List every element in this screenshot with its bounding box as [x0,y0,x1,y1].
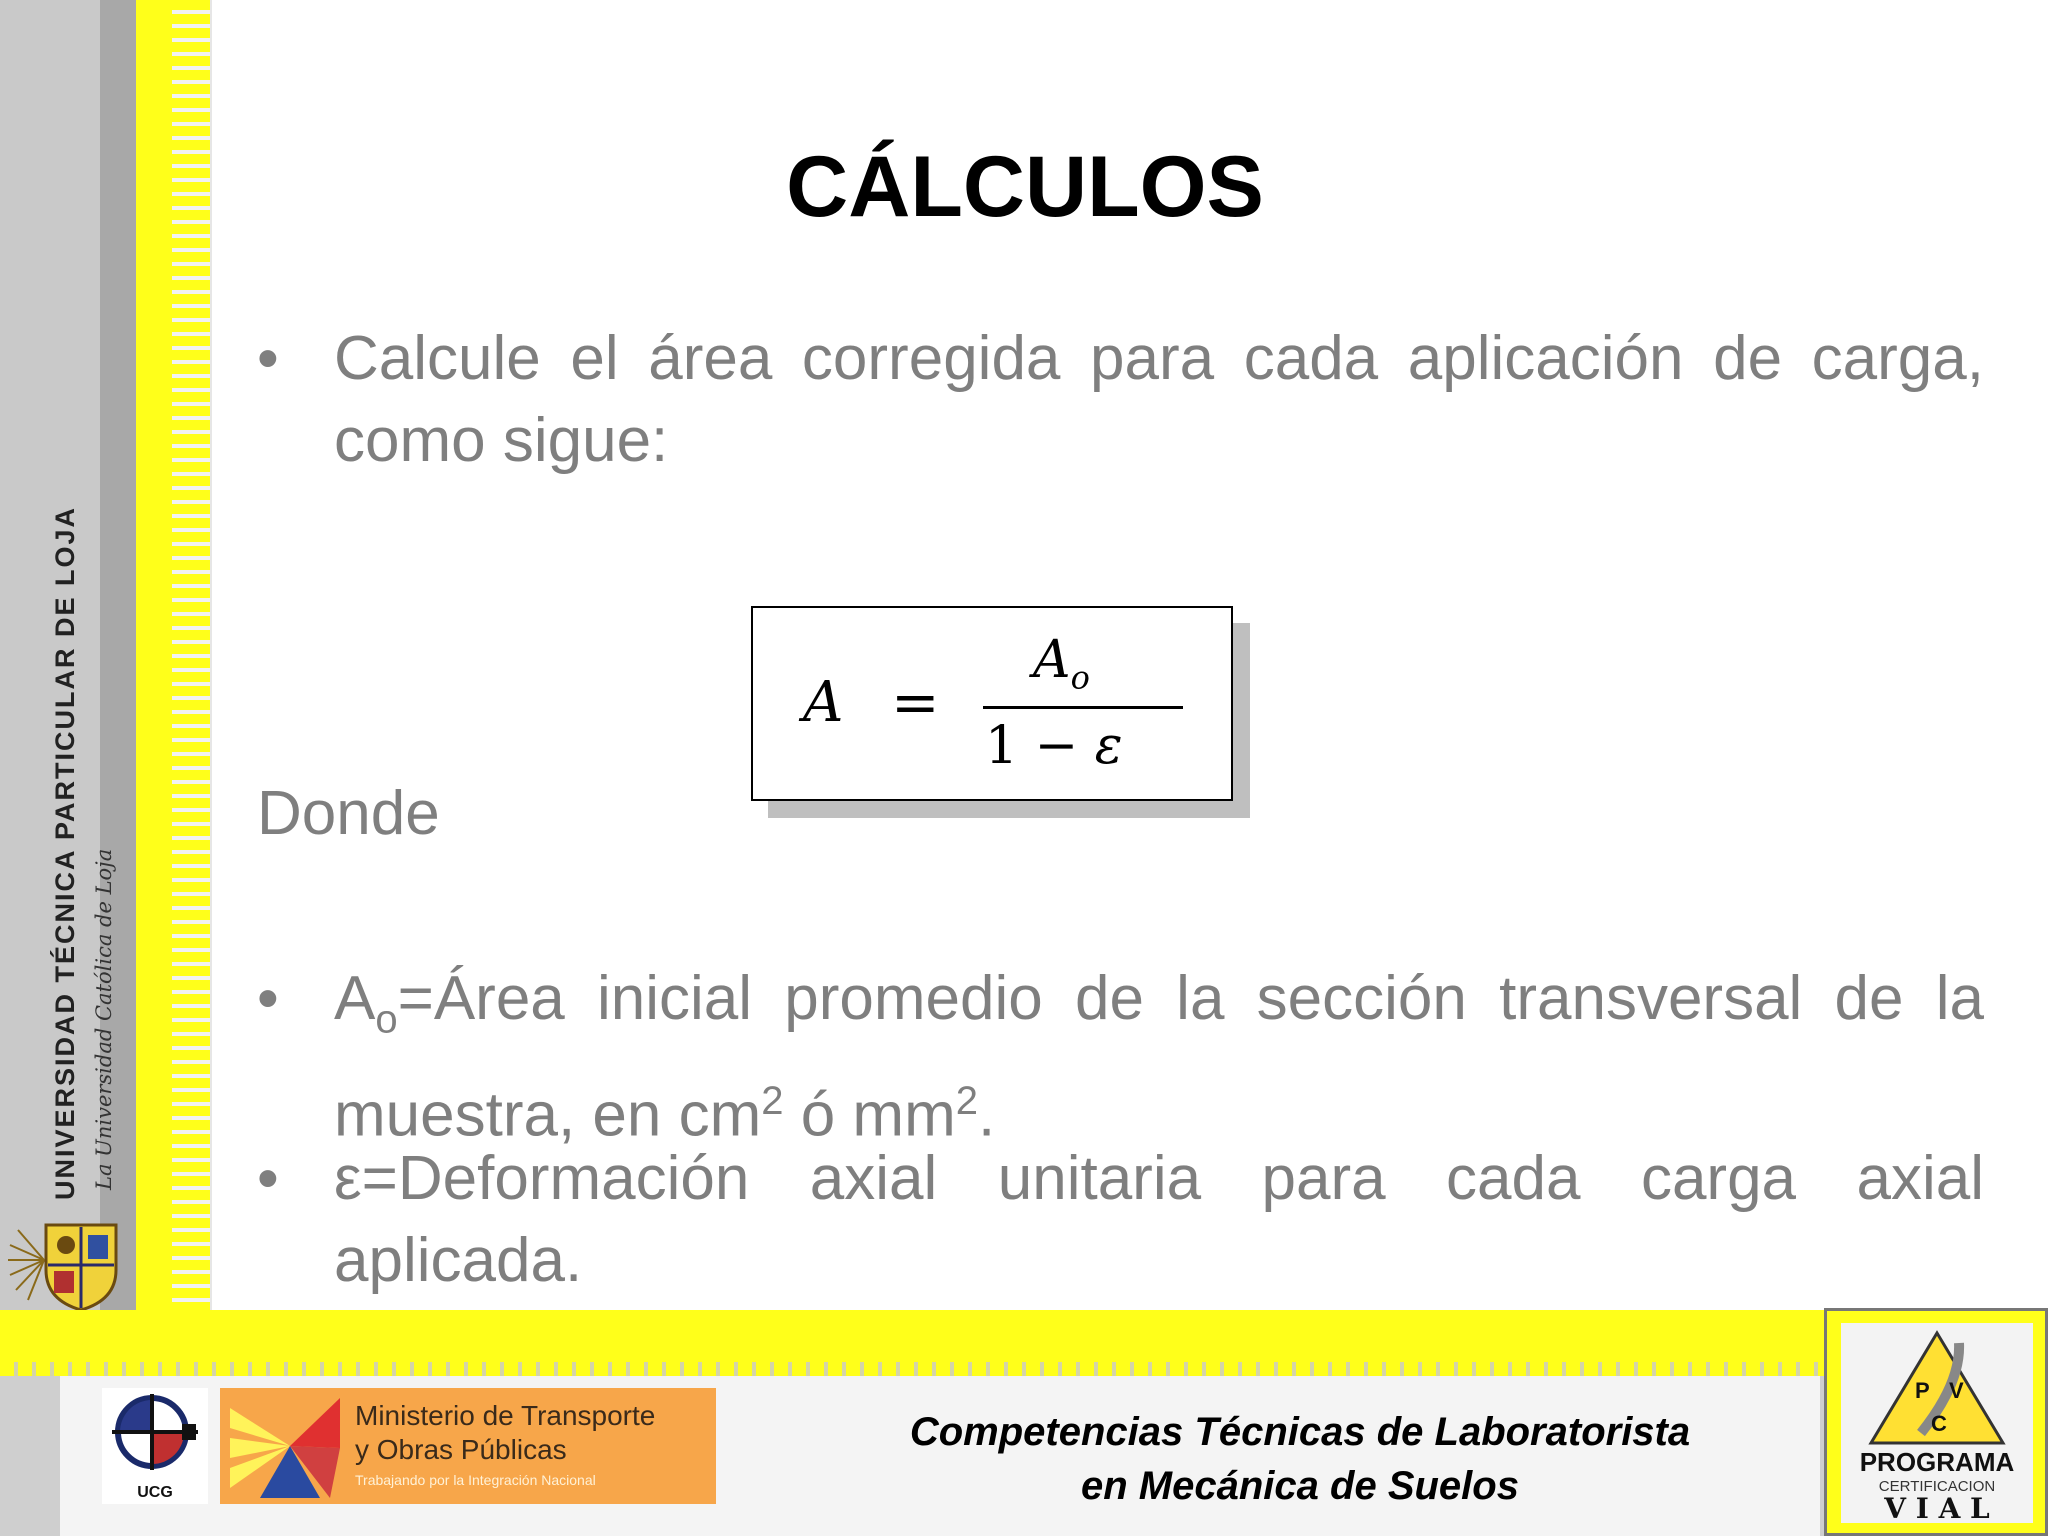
ucg-emblem-icon [102,1388,208,1478]
bullet-marker: • [257,1144,279,1213]
ministry-emblem-icon [220,1388,350,1504]
donde-label: Donde [257,779,440,848]
university-name: UNIVERSIDAD TÉCNICA PARTICULAR DE LOJA [50,505,80,1200]
bullet-text: ε=Deformación axial unitaria para cada carga axial aplicada. [334,1144,1984,1295]
slide-title: CÁLCULOS [786,139,1264,235]
formula-lhs: A [803,670,844,735]
bullet-text-part3: . [977,1081,996,1151]
formula-fraction-bar [983,706,1183,709]
programa-vial-logo [1824,1308,2048,1536]
formula-box [751,606,1233,801]
pcv-vial: V I A L [1884,1492,1990,1523]
course-title [820,1405,1780,1513]
pcv-letter-p: P [1915,1378,1930,1403]
bullet-text [334,958,1984,1157]
bullet-text: Calcule el área corregida para cada aplicación de carga, como sigue: [334,324,1984,475]
programa-vial-panel [1841,1323,2033,1523]
pcv-letter-c: C [1931,1411,1947,1436]
sidebar-divider [210,0,212,1310]
university-tagline: La Universidad Católica de Loja [92,848,116,1190]
footer-dashed-band [0,1362,2048,1376]
formula-numerator-sub: o [1070,658,1090,697]
formula-equals: = [891,668,940,736]
area-symbol: A [334,964,376,1033]
ministry-tagline: Trabajando por la Integración Nacional [355,1472,596,1488]
course-title-line1: Competencias Técnicas de Laboratorista [909,1410,1691,1454]
ministry-logo [220,1388,716,1504]
superscript: 2 [761,1079,784,1124]
ministry-name-line2: y Obras Públicas [355,1434,567,1465]
formula-denominator-minus: − [1018,716,1095,776]
pcv-letter-v: V [1949,1378,1964,1403]
area-symbol-sub: o [375,997,398,1042]
superscript: 2 [955,1079,978,1124]
pcv-certificacion: CERTIFICACION [1878,1478,1996,1495]
bullet-text-part2: ó mm [783,1081,956,1151]
programa-vial-emblem-icon [1841,1323,2033,1523]
formula-denominator-one: 1 [985,716,1019,776]
pcv-programa: PROGRAMA [1859,1447,2015,1477]
ucg-logo [102,1388,208,1504]
ministry-name-line1: Ministerio de Transporte [355,1400,656,1431]
bullet-text-part1: =Área inicial promedio de la sección transversal de la muestra, en cm [334,964,1984,1151]
bullet-marker: • [257,324,279,393]
sidebar-yellow-stripe [136,0,172,1310]
course-title-line2: en Mecánica de Suelos [1081,1464,1519,1508]
ucg-label: UCG [137,1484,173,1501]
sidebar-dashed-stripe [172,0,210,1310]
university-crest-icon [6,1205,131,1315]
bullet-marker: • [257,964,279,1033]
formula-numerator [1033,630,1090,696]
formula-denominator-epsilon: ε [1094,716,1123,776]
formula-numerator-main: A [1033,630,1071,690]
footer-yellow-band [0,1310,2048,1362]
formula-denominator [985,716,1123,776]
